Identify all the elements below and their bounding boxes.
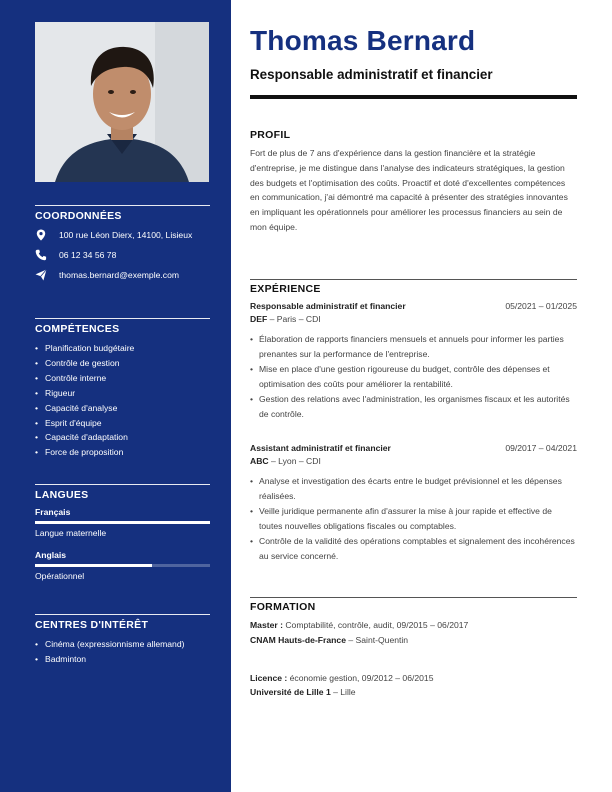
section-divider <box>35 318 210 319</box>
sidebar <box>0 0 231 792</box>
experience-section <box>250 279 577 564</box>
interests-section <box>35 614 210 667</box>
language-level-bar <box>35 564 210 567</box>
section-divider <box>35 484 210 485</box>
contact-section <box>35 205 210 288</box>
profile-text: Fort de plus de 7 ans d'expérience dans la gestion financière et la stratégie d'entreprise, je me distingue dans l'analyse des indicateurs stratégiques, la gestion des budgets et l'optimisation des coûts. Proactif et doté d'excellentes compétences en communication, j'ai démontré ma capacité à présenter des stratégies innovantes en impliquant les opérationnels pour améliorer les processus financiers au sein de mon équipe. <box>250 148 568 232</box>
skill-item: • Planification budgétaire <box>35 341 210 356</box>
header-divider <box>250 95 577 99</box>
skills-section <box>35 318 210 460</box>
school-name: Université de Lille 1 <box>250 687 331 698</box>
language-level-fill <box>35 521 210 524</box>
job-entry-dates: 05/2021 – 01/2025 <box>505 301 577 311</box>
profile-photo <box>35 22 209 182</box>
job-bullet: • Analyse et investigation des écarts entre le budget prévisionnel et les dépenses réalisées. <box>250 474 577 504</box>
profile-title: PROFIL <box>250 129 291 141</box>
interest-item: • Cinéma (expressionnisme allemand) <box>35 637 190 652</box>
experience-title: EXPÉRIENCE <box>250 283 321 295</box>
skills-title: COMPÉTENCES <box>35 323 120 335</box>
contact-address <box>35 228 210 242</box>
skill-item: • Esprit d'équipe <box>35 416 210 431</box>
job-bullets <box>250 332 577 421</box>
language-level-fill <box>35 564 152 567</box>
language-item <box>35 507 210 538</box>
job-bullet: • Veille juridique permanente afin d'assurer la mise à jour rapide et effective de toutes nouvelles obligations fiscales ou comptables. <box>250 504 577 534</box>
job-entry <box>250 301 577 421</box>
section-divider <box>250 279 577 280</box>
interests-list <box>35 637 210 667</box>
language-level: Langue maternelle <box>35 528 107 538</box>
language-item <box>35 550 210 581</box>
language-name: Anglais <box>35 550 67 560</box>
profile-section <box>250 126 577 235</box>
skills-list <box>35 341 210 460</box>
language-level-bar <box>35 521 210 524</box>
education-entry <box>250 618 577 648</box>
languages-title: LANGUES <box>35 489 89 501</box>
section-divider <box>35 205 210 206</box>
section-divider <box>250 597 577 598</box>
job-entry-company <box>250 456 577 466</box>
language-name: Français <box>35 507 71 517</box>
job-entry-company <box>250 314 577 324</box>
job-bullet: • Mise en place d'une gestion rigoureuse du budget, contrôle des dépenses et optimisation des coûts pour améliorer la rentabilité. <box>250 362 577 392</box>
education-title: FORMATION <box>250 601 316 613</box>
education-section <box>250 597 577 700</box>
job-title: Responsable administratif et financier <box>250 67 493 82</box>
phone-text: 06 12 34 56 78 <box>59 250 117 260</box>
job-bullet: • Gestion des relations avec l'administration, les organismes fiscaux et les autorités de contrôle. <box>250 392 577 422</box>
skill-item: • Force de proposition <box>35 445 210 460</box>
address-text: 100 rue Léon Dierx, 14100, Lisieux <box>59 230 193 240</box>
job-bullet: • Contrôle de la validité des opérations comptables et signalement des incohérences au service concerné. <box>250 534 577 564</box>
languages-section <box>35 484 210 581</box>
job-entry-title: Assistant administratif et financier <box>250 443 391 454</box>
candidate-name: Thomas Bernard <box>250 25 476 56</box>
section-divider <box>35 614 210 615</box>
school-city: – Lille <box>330 687 356 698</box>
company-name: DEF <box>250 314 268 324</box>
contact-title: COORDONNÉES <box>35 210 122 222</box>
skill-item: • Rigueur <box>35 386 210 401</box>
phone-icon <box>35 249 51 261</box>
contact-phone <box>35 248 210 262</box>
job-bullets <box>250 474 577 563</box>
job-bullet: • Élaboration de rapports financiers mensuels et annuels pour informer les parties prenantes sur la performance de l'entreprise. <box>250 332 577 362</box>
skill-item: • Contrôle interne <box>35 371 210 386</box>
skill-item: • Capacité d'adaptation <box>35 430 210 445</box>
school-name: CNAM Hauts-de-France <box>250 634 346 645</box>
job-entry-title: Responsable administratif et financier <box>250 301 406 311</box>
job-entry-dates: 09/2017 – 04/2021 <box>505 443 577 454</box>
degree-label: Master : <box>250 620 283 630</box>
contact-email <box>35 268 210 282</box>
school-city: – Saint-Quentin <box>345 634 409 645</box>
skill-item: • Capacité d'analyse <box>35 401 210 416</box>
company-details: – Paris – CDI <box>267 314 321 324</box>
degree-field: économie gestion, 09/2012 – 06/2015 <box>287 672 434 683</box>
degree-field: Comptabilité, contrôle, audit, 09/2015 – 06/2017 <box>282 620 469 630</box>
company-name: ABC <box>250 456 269 467</box>
job-entry <box>250 443 577 563</box>
send-icon <box>35 269 51 281</box>
company-details: – Lyon – CDI <box>268 456 321 467</box>
email-text[interactable]: thomas.bernard@exemple.com <box>59 270 180 280</box>
interest-item: • Badminton <box>35 652 190 667</box>
interests-title: CENTRES D'INTÉRÊT <box>35 619 149 631</box>
language-level: Opérationnel <box>35 571 85 581</box>
skill-item: • Contrôle de gestion <box>35 356 210 371</box>
degree-label: Licence : <box>250 672 288 683</box>
education-entry <box>250 671 577 701</box>
location-icon <box>35 229 51 241</box>
